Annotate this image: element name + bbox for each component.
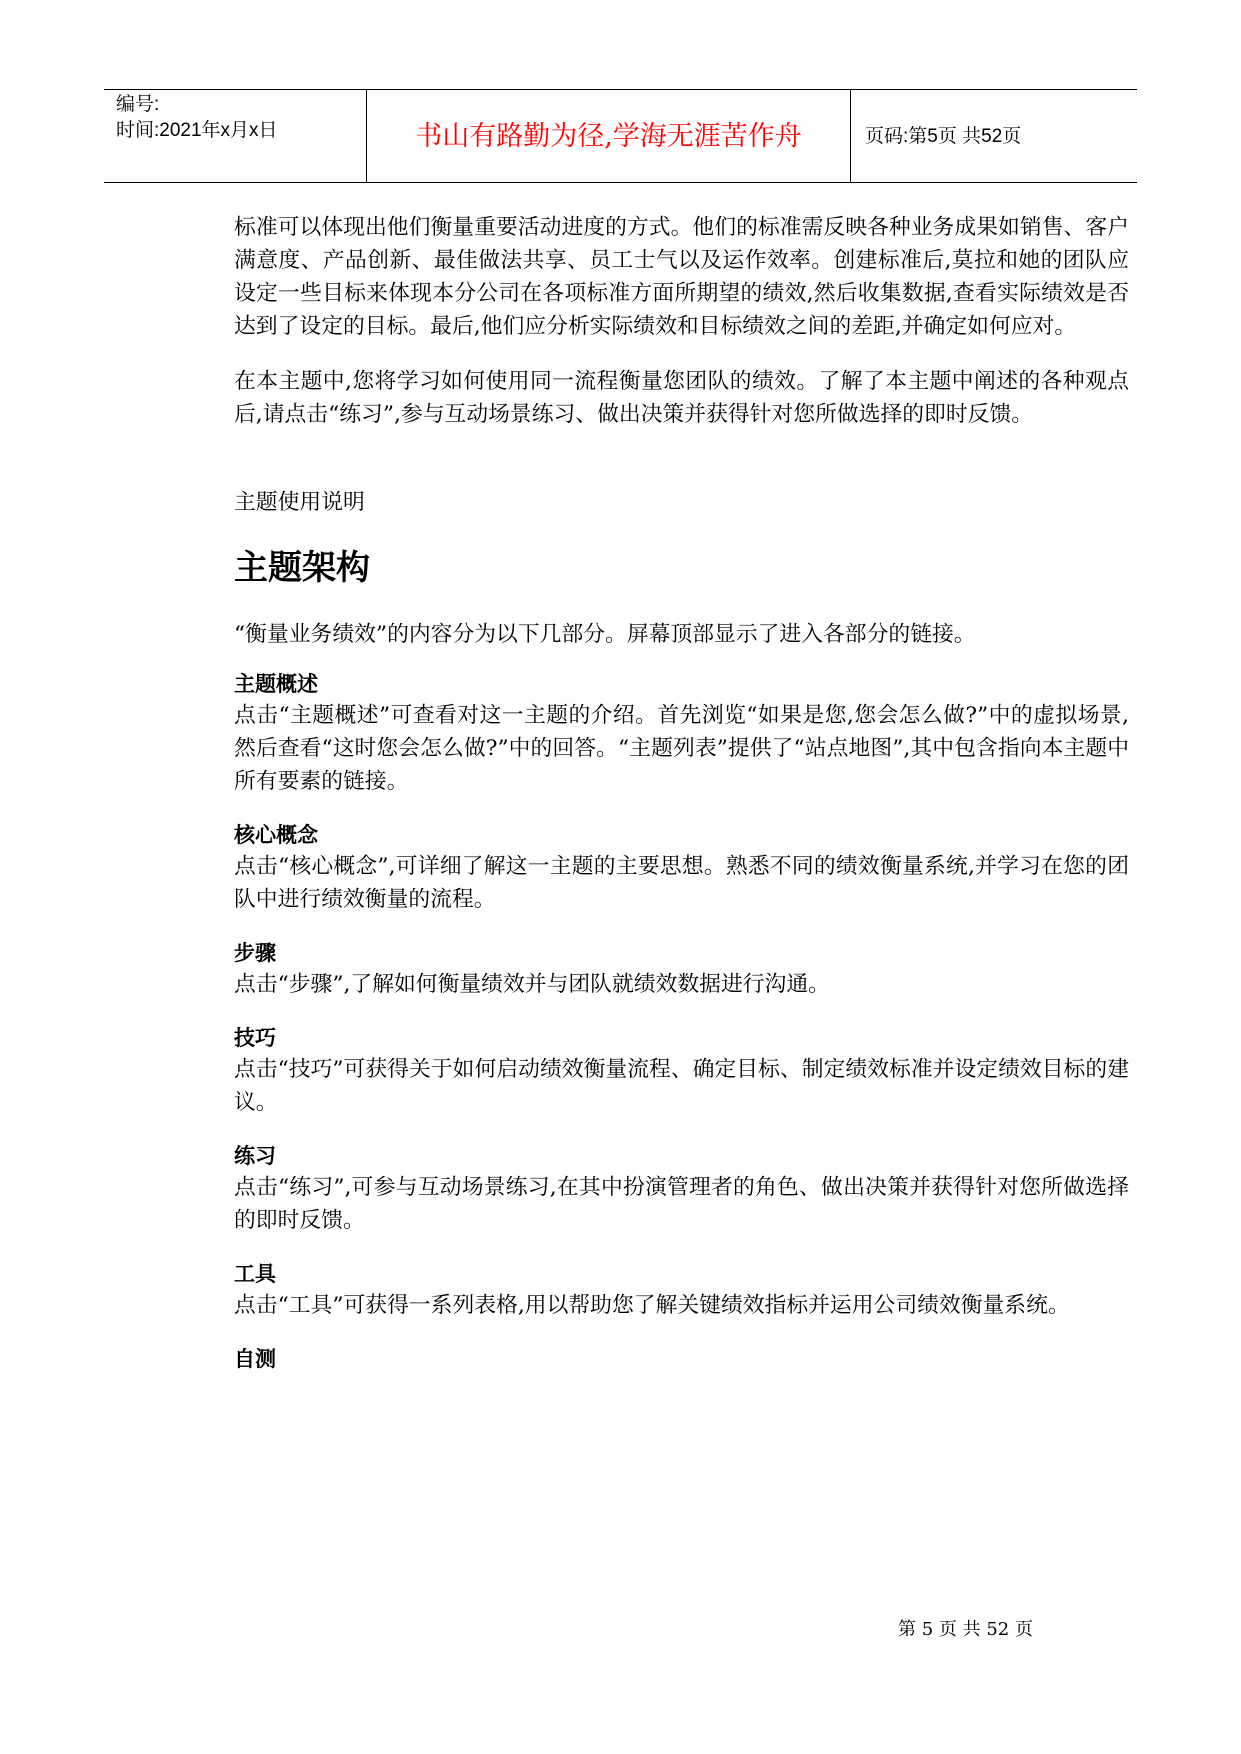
structure-heading: 主题架构	[234, 548, 370, 588]
page-footer: 第 5 页 共 52 页	[898, 1619, 1033, 1640]
section-title: 技巧	[234, 1026, 276, 1050]
section-body: 点击“步骤”,了解如何衡量绩效并与团队就绩效数据进行沟通。	[234, 972, 830, 997]
header-middle-cell	[367, 90, 851, 182]
section-steps	[234, 938, 1129, 1001]
usage-label: 主题使用说明	[234, 490, 365, 515]
section-practice	[234, 1141, 1129, 1237]
section-body: 点击“技巧”可获得关于如何启动绩效衡量流程、确定目标、制定绩效标准并设定绩效目标的建议。	[234, 1057, 1129, 1115]
intro-paragraph-1: 标准可以体现出他们衡量重要活动进度的方式。他们的标准需反映各种业务成果如销售、客户满意度、产品创新、最佳做法共享、员工士气以及运作效率。创建标准后,莫拉和她的团队应设定一些目标来体现本分公司在各项标准方面所期望的绩效,然后收集数据,查看实际绩效是否达到了设定的目标。最后,他们应分析实际绩效和目标绩效之间的差距,并确定如何应对。	[234, 215, 1129, 339]
time-label: 时间:2021年x月x日	[116, 120, 278, 141]
section-core-concepts	[234, 820, 1129, 916]
section-title: 自测	[234, 1347, 276, 1371]
section-body: 点击“工具”可获得一系列表格,用以帮助您了解关键绩效指标并运用公司绩效衡量系统。	[234, 1293, 1070, 1318]
serial-label: 编号:	[116, 94, 160, 115]
header-page-info: 页码:第5页 共52页	[865, 126, 1022, 147]
section-topic-overview	[234, 669, 1129, 798]
header-right-cell	[851, 90, 1137, 182]
section-body: 点击“主题概述”可查看对这一主题的介绍。首先浏览“如果是您,您会怎么做?”中的虚拟场景,然后查看“这时您会怎么做?”中的回答。“主题列表”提供了“站点地图”,其中包含指向本主题中所有要素的链接。	[234, 703, 1129, 794]
section-self-test	[234, 1344, 1129, 1374]
header-motto: 书山有路勤为径,学海无涯苦作舟	[415, 121, 802, 152]
section-title: 主题概述	[234, 672, 318, 696]
section-tools	[234, 1259, 1129, 1322]
section-title: 工具	[234, 1262, 276, 1286]
section-body: 点击“练习”,可参与互动场景练习,在其中扮演管理者的角色、做出决策并获得针对您所做选择的即时反馈。	[234, 1175, 1129, 1233]
section-title: 步骤	[234, 941, 276, 965]
document-body	[234, 211, 1129, 1374]
section-title: 核心概念	[234, 823, 318, 847]
page-header	[104, 89, 1137, 183]
section-tips	[234, 1023, 1129, 1119]
intro-paragraph-2: 在本主题中,您将学习如何使用同一流程衡量您团队的绩效。了解了本主题中阐述的各种观点后,请点击“练习”,参与互动场景练习、做出决策并获得针对您所做选择的即时反馈。	[234, 369, 1129, 427]
section-title: 练习	[234, 1144, 276, 1168]
header-left-cell	[104, 90, 367, 182]
structure-lead: “衡量业务绩效”的内容分为以下几部分。屏幕顶部显示了进入各部分的链接。	[234, 622, 976, 647]
section-body: 点击“核心概念”,可详细了解这一主题的主要思想。熟悉不同的绩效衡量系统,并学习在您的团队中进行绩效衡量的流程。	[234, 854, 1129, 912]
